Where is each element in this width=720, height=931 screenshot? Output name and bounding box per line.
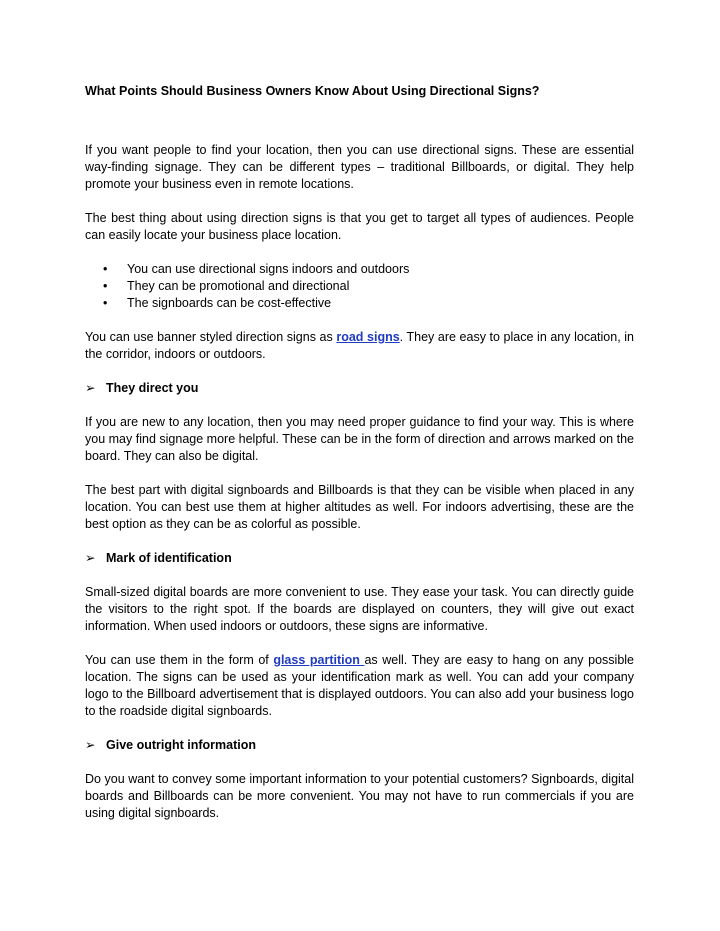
list-item	[85, 295, 634, 312]
paragraph-text: . They are easy to place in any location, in the corridor, indoors or outdoors.	[85, 330, 634, 361]
document-page	[85, 83, 634, 839]
section-heading-direct	[85, 380, 634, 397]
list-item-text: The signboards can be cost-effective	[127, 296, 332, 310]
paragraph-road-signs	[85, 329, 634, 363]
arrow-bullet-icon: ➢	[85, 381, 96, 395]
document-title: What Points Should Business Owners Know About Using Directional Signs?	[85, 84, 540, 98]
arrow-bullet-icon: ➢	[85, 551, 96, 565]
heading-text: Mark of identification	[106, 551, 232, 565]
bullet-icon: •	[103, 296, 108, 310]
section-heading-identification	[85, 550, 634, 567]
section-heading-information	[85, 737, 634, 754]
list-item-text: You can use directional signs indoors and outdoors	[127, 262, 410, 276]
heading-text: They direct you	[106, 381, 199, 395]
list-item	[85, 278, 634, 295]
paragraph-guidance: If you are new to any location, then you may need proper guidance to find your way. This is where you may find signage more helpful. These can be in the form of direction and arrows marked on the board. They can also be digital.	[85, 415, 634, 463]
paragraph-glass-partition	[85, 652, 634, 720]
paragraph-visibility: The best part with digital signboards and Billboards is that they can be visible when placed in any location. You can best use them at higher altitudes as well. For indoors advertising, these are the best option as they can be as colorful as possible.	[85, 483, 634, 531]
paragraph-small-boards: Small-sized digital boards are more convenient to use. They ease your task. You can directly guide the visitors to the right spot. If the boards are displayed on counters, they will give out exact information. When used indoors or outdoors, these signs are informative.	[85, 585, 634, 633]
heading-text: Give outright information	[106, 738, 256, 752]
paragraph-convey: Do you want to convey some important information to your potential customers? Signboards, digital boards and Billboards can be more convenient. You may not have to run commercials if you are using digital signboards.	[85, 772, 634, 820]
paragraph-text: You can use them in the form of	[85, 653, 274, 667]
paragraph-text: You can use banner styled direction signs as	[85, 330, 337, 344]
list-item	[85, 261, 634, 278]
glass-partition-link[interactable]: glass partition	[273, 653, 365, 667]
paragraph-audiences: The best thing about using direction signs is that you get to target all types of audiences. People can easily locate your business place location.	[85, 211, 634, 242]
arrow-bullet-icon: ➢	[85, 738, 96, 752]
bullet-list	[85, 261, 634, 312]
paragraph-text: as well. They are easy to hang on any possible location. The signs can be used as your identification mark as well. You can add your company logo to the Billboard advertisement that is displayed outdoors. You can also add your business logo to the roadside digital signboards.	[85, 653, 634, 718]
bullet-icon: •	[103, 279, 108, 293]
list-item-text: They can be promotional and directional	[127, 279, 350, 293]
paragraph-intro: If you want people to find your location, then you can use directional signs. These are essential way-finding signage. They can be different types – traditional Billboards, or digital. They help promote your business even in remote locations.	[85, 143, 634, 191]
bullet-icon: •	[103, 262, 108, 276]
road-signs-link[interactable]: road signs	[336, 330, 400, 344]
